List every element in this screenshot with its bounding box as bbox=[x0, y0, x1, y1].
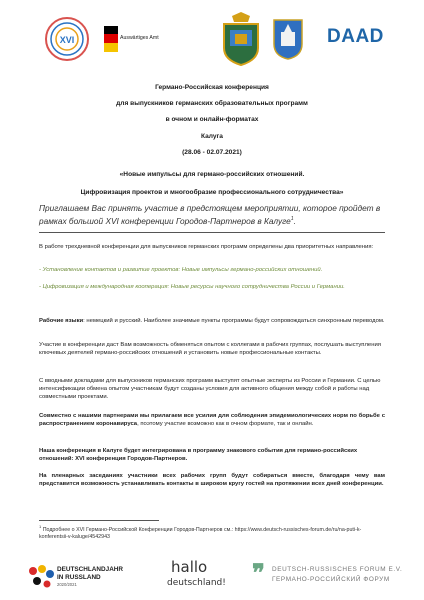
hallo-text: hallo bbox=[171, 558, 208, 576]
title-city: Калуга bbox=[201, 132, 223, 140]
footnote-text: Подробнее о XVI Германо-Российской Конференции Городов-Партнеров см.: https://www.deutsch-russisches-forum.de/ru/na-puti-k-konferentsii-v-kaluge/4542943 bbox=[39, 526, 362, 541]
covid-bold-text: Совместно с нашими партнерами мы прилагаем все усилия для соблюдения эпидемиологических норм по борьбе с распространением коронавируса bbox=[39, 413, 385, 428]
theme-line-1: «Новые импульсы для германо-российских отношений. bbox=[119, 171, 305, 178]
footer-logos bbox=[0, 554, 424, 598]
paragraph-integration: Наша конференция в Калуге будет интегрирована в программу знакового события для германо-российских отношений: XVI конференция Городов-Партнеров. bbox=[39, 448, 358, 463]
languages-text: : немецкий и русский. Наиболее значимые пункты программы будут сопровождаться синхронным переводом. bbox=[83, 318, 385, 324]
forum-quote-icon: ❞ bbox=[252, 560, 265, 587]
auswaertiges-amt-logo bbox=[104, 26, 180, 56]
deutschland-text: deutschland! bbox=[167, 578, 226, 588]
kaluga-city-coat-of-arms bbox=[272, 18, 304, 60]
direction-1: - Установление контактов и развитие проектов: Новые импульсы германо-российских отношений. bbox=[39, 267, 323, 273]
daad-logo: DAAD bbox=[327, 26, 384, 47]
paragraph-experts: С вводными докладами для выпускников германских программ выступят опытные эксперты из России и Германии. С целью интенсификации обмена опытом участникам будут созданы условия для активного общения между собой и работы над совместными проектами. bbox=[39, 378, 381, 401]
title-line-1: Германо-Российская конференция bbox=[155, 84, 269, 91]
partner-cities-conference-logo bbox=[44, 16, 90, 62]
direction-2: - Цифровизация и международная кооперация: Новые ресурсы научного сотрудничества России и Германии. bbox=[39, 284, 345, 290]
conference-title-block bbox=[0, 80, 424, 161]
deutschlandjahr-line-1: DEUTSCHLANDJAHR bbox=[57, 566, 124, 573]
forum-name-german: DEUTSCH-RUSSISCHES FORUM E.V. bbox=[272, 566, 403, 573]
paragraph-plenary: На пленарных заседаниях участники всех рабочих групп будут собираться вместе, благодаря чему вам представится возможность устанавливать контакты в широком кругу гостей на протяжении всех дней конференции. bbox=[39, 473, 385, 488]
svg-text:XVI: XVI bbox=[59, 35, 75, 45]
hallo-deutschland-logo bbox=[165, 558, 245, 596]
covid-rest-text: , поэтому участие возможно как в очном формате, так и онлайн. bbox=[137, 421, 314, 428]
deutschlandjahr-logo bbox=[27, 560, 137, 594]
title-line-2: для выпускников германских образовательных программ bbox=[116, 100, 308, 108]
forum-name-russian: ГЕРМАНО-РОССИЙСКИЙ ФОРУМ bbox=[272, 576, 390, 583]
section-divider bbox=[39, 232, 385, 233]
footnote-mark: 1 bbox=[39, 524, 42, 529]
federal-eagle-icon bbox=[104, 26, 118, 52]
footnote bbox=[39, 523, 385, 542]
deutschlandjahr-line-2: IN RUSSLAND bbox=[57, 574, 101, 581]
invitation-body: Приглашаем Вас принять участие в предстоящем мероприятии, которое пройдет в рамках большой XVI конференции Городов-Партнеров в Калуге bbox=[39, 203, 381, 226]
title-line-3: в очном и онлайн-форматах bbox=[165, 116, 259, 124]
auswaertiges-amt-text: Auswärtiges Amt bbox=[120, 35, 159, 41]
paragraph-intro: В работе трехдневной конференции для выпускников германских программ определены два приоритетных направления: bbox=[39, 244, 374, 250]
deutschlandjahr-dots-icon bbox=[27, 564, 57, 590]
header-logos bbox=[44, 12, 384, 70]
paragraph-participation: Участие в конференции даст Вам возможность обменяться опытом с коллегами в рабочих группах, послушать выступления ключевых деятелей германо-российских отношений и установить новые профессиональные контакты. bbox=[39, 342, 381, 357]
deutsch-russisches-forum-logo bbox=[252, 560, 402, 594]
languages-label: Рабочие языки bbox=[39, 318, 84, 324]
theme-line-2: Цифровизация проектов и многообразие профессионального сотрудничества» bbox=[80, 189, 344, 196]
invitation-end: . bbox=[293, 215, 296, 226]
footnote-reference: 1 bbox=[290, 216, 294, 222]
conference-theme bbox=[0, 166, 424, 202]
invitation-text bbox=[39, 203, 385, 227]
kaluga-region-coat-of-arms bbox=[220, 12, 262, 66]
footnote-rule bbox=[39, 520, 159, 521]
deutschlandjahr-years: 2020/2021 bbox=[57, 582, 77, 587]
paragraph-covid bbox=[39, 412, 385, 428]
paragraph-languages bbox=[39, 317, 385, 325]
title-dates: (28.06 - 02.07.2021) bbox=[182, 148, 242, 156]
